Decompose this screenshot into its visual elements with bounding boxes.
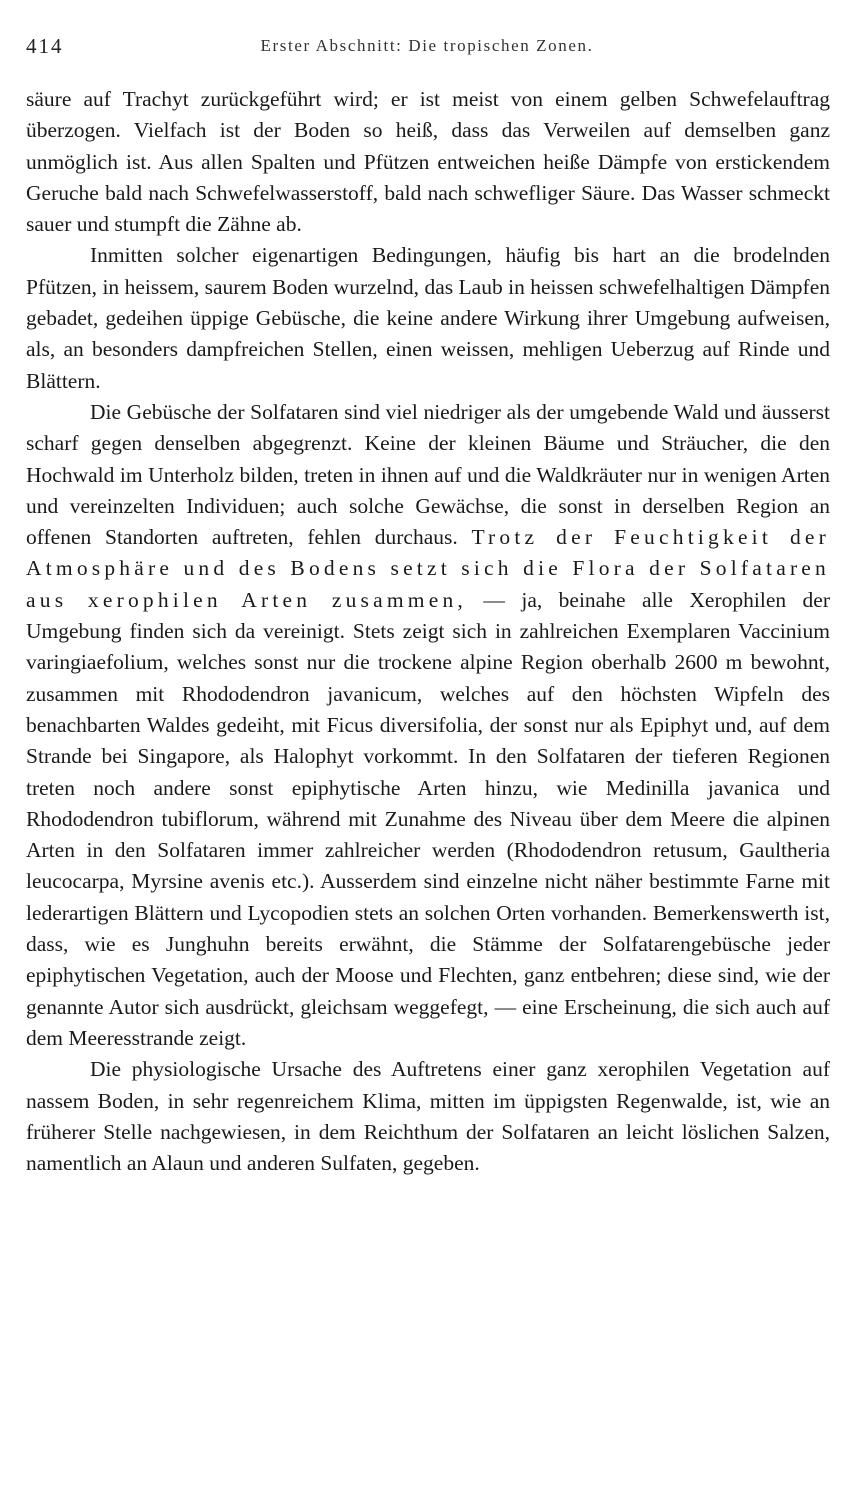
page-number: 414 <box>26 34 64 58</box>
emphasized-text: Trotz der Feuchtigkeit der Atmosphäre und des Bodens setzt sich die Flora der Solfataren aus xerophilen Arten zusammen, <box>26 525 830 612</box>
body-text <box>26 84 830 1179</box>
paragraph-text: Die Gebüsche der Solfataren sind viel niedriger als der umgebende Wald und äusserst scharf gegen denselben abgegrenzt. Keine der kleinen Bäume und Sträucher, die den Hochwald im Unterholz bilden, treten in ihnen auf und die Waldkräuter nur in wenigen Arten und vereinzelten Individuen; auch solche Gewächse, die sonst in derselben Region an offenen Standorten auftreten, fehlen durchaus. <box>26 399 830 550</box>
paragraph: Die physiologische Ursache des Auftretens einer ganz xerophilen Vegetation auf nassem Boden, in sehr regenreichem Klima, mitten im üppigsten Regenwalde, ist, wie an früherer Stelle nachgewiesen, in dem Reichthum der Solfataren an leicht löslichen Salzen, namentlich an Alaun und anderen Sulfaten, gegeben. <box>26 1057 830 1176</box>
paragraph: Inmitten solcher eigenartigen Bedingungen, häufig bis hart an die brodelnden Pfützen, in heissem, saurem Boden wurzelnd, das Laub in heissen schwefelhaltigen Dämpfen gebadet, gedeihen üppige Gebüsche, die keine andere Wirkung ihrer Umgebung aufweisen, als, an besonders dampfreichen Stellen, einen weissen, mehligen Ueberzug auf Rinde und Blättern. <box>26 243 830 393</box>
paragraph <box>26 397 830 1054</box>
paragraph-text: — ja, beinahe alle Xerophilen der Umgebung finden sich da vereinigt. Stets zeigt sich in zahlreichen Exemplaren Vaccinium varingiaefolium, welches sonst nur die trockene alpine Region oberhalb 2600 m bewohnt, zusammen mit Rhododendron javanicum, welches auf den höchsten Wipfeln des benachbarten Waldes gedeiht, mit Ficus diversifolia, der sonst nur als Epiphyt und, auf dem Strande bei Singapore, als Halophyt vorkommt. In den Solfataren der tieferen Regionen treten noch andere sonst epiphytische Arten hinzu, wie Medinilla javanica und Rhododendron tubiflorum, während mit Zunahme des Niveau über dem Meere die alpinen Arten in den Solfataren immer zahlreicher werden (Rhododendron retusum, Gaultheria leucocarpa, Myrsine avenis etc.). Ausserdem sind einzelne nicht näher bestimmte Farne mit lederartigen Blättern und Lycopodien stets an solchen Orten vorhanden. Bemerkenswerth ist, dass, wie es Junghuhn bereits erwähnt, die Stämme der Solfatarengebüsche jeder epiphytischen Vegetation, auch der Moose und Flechten, ganz entbehren; diese sind, wie der genannte Autor sich ausdrückt, gleichsam weggefegt, — eine Erscheinung, die sich auch auf dem Meeresstrande zeigt. <box>26 587 831 1050</box>
page-header <box>26 34 828 60</box>
paragraph-continued: säure auf Trachyt zurückgeführt wird; er ist meist von einem gelben Schwefelauftrag überzogen. Vielfach ist der Boden so heiß, dass das Verweilen auf demselben ganz unmöglich ist. Aus allen Spalten und Pfützen entweichen heiße Dämpfe von erstickendem Geruche bald nach Schwefelwasserstoff, bald nach schwefliger Säure. Das Wasser schmeckt sauer und stumpft die Zähne ab. <box>26 87 830 237</box>
running-head: Erster Abschnitt: Die tropischen Zonen. <box>260 36 594 55</box>
